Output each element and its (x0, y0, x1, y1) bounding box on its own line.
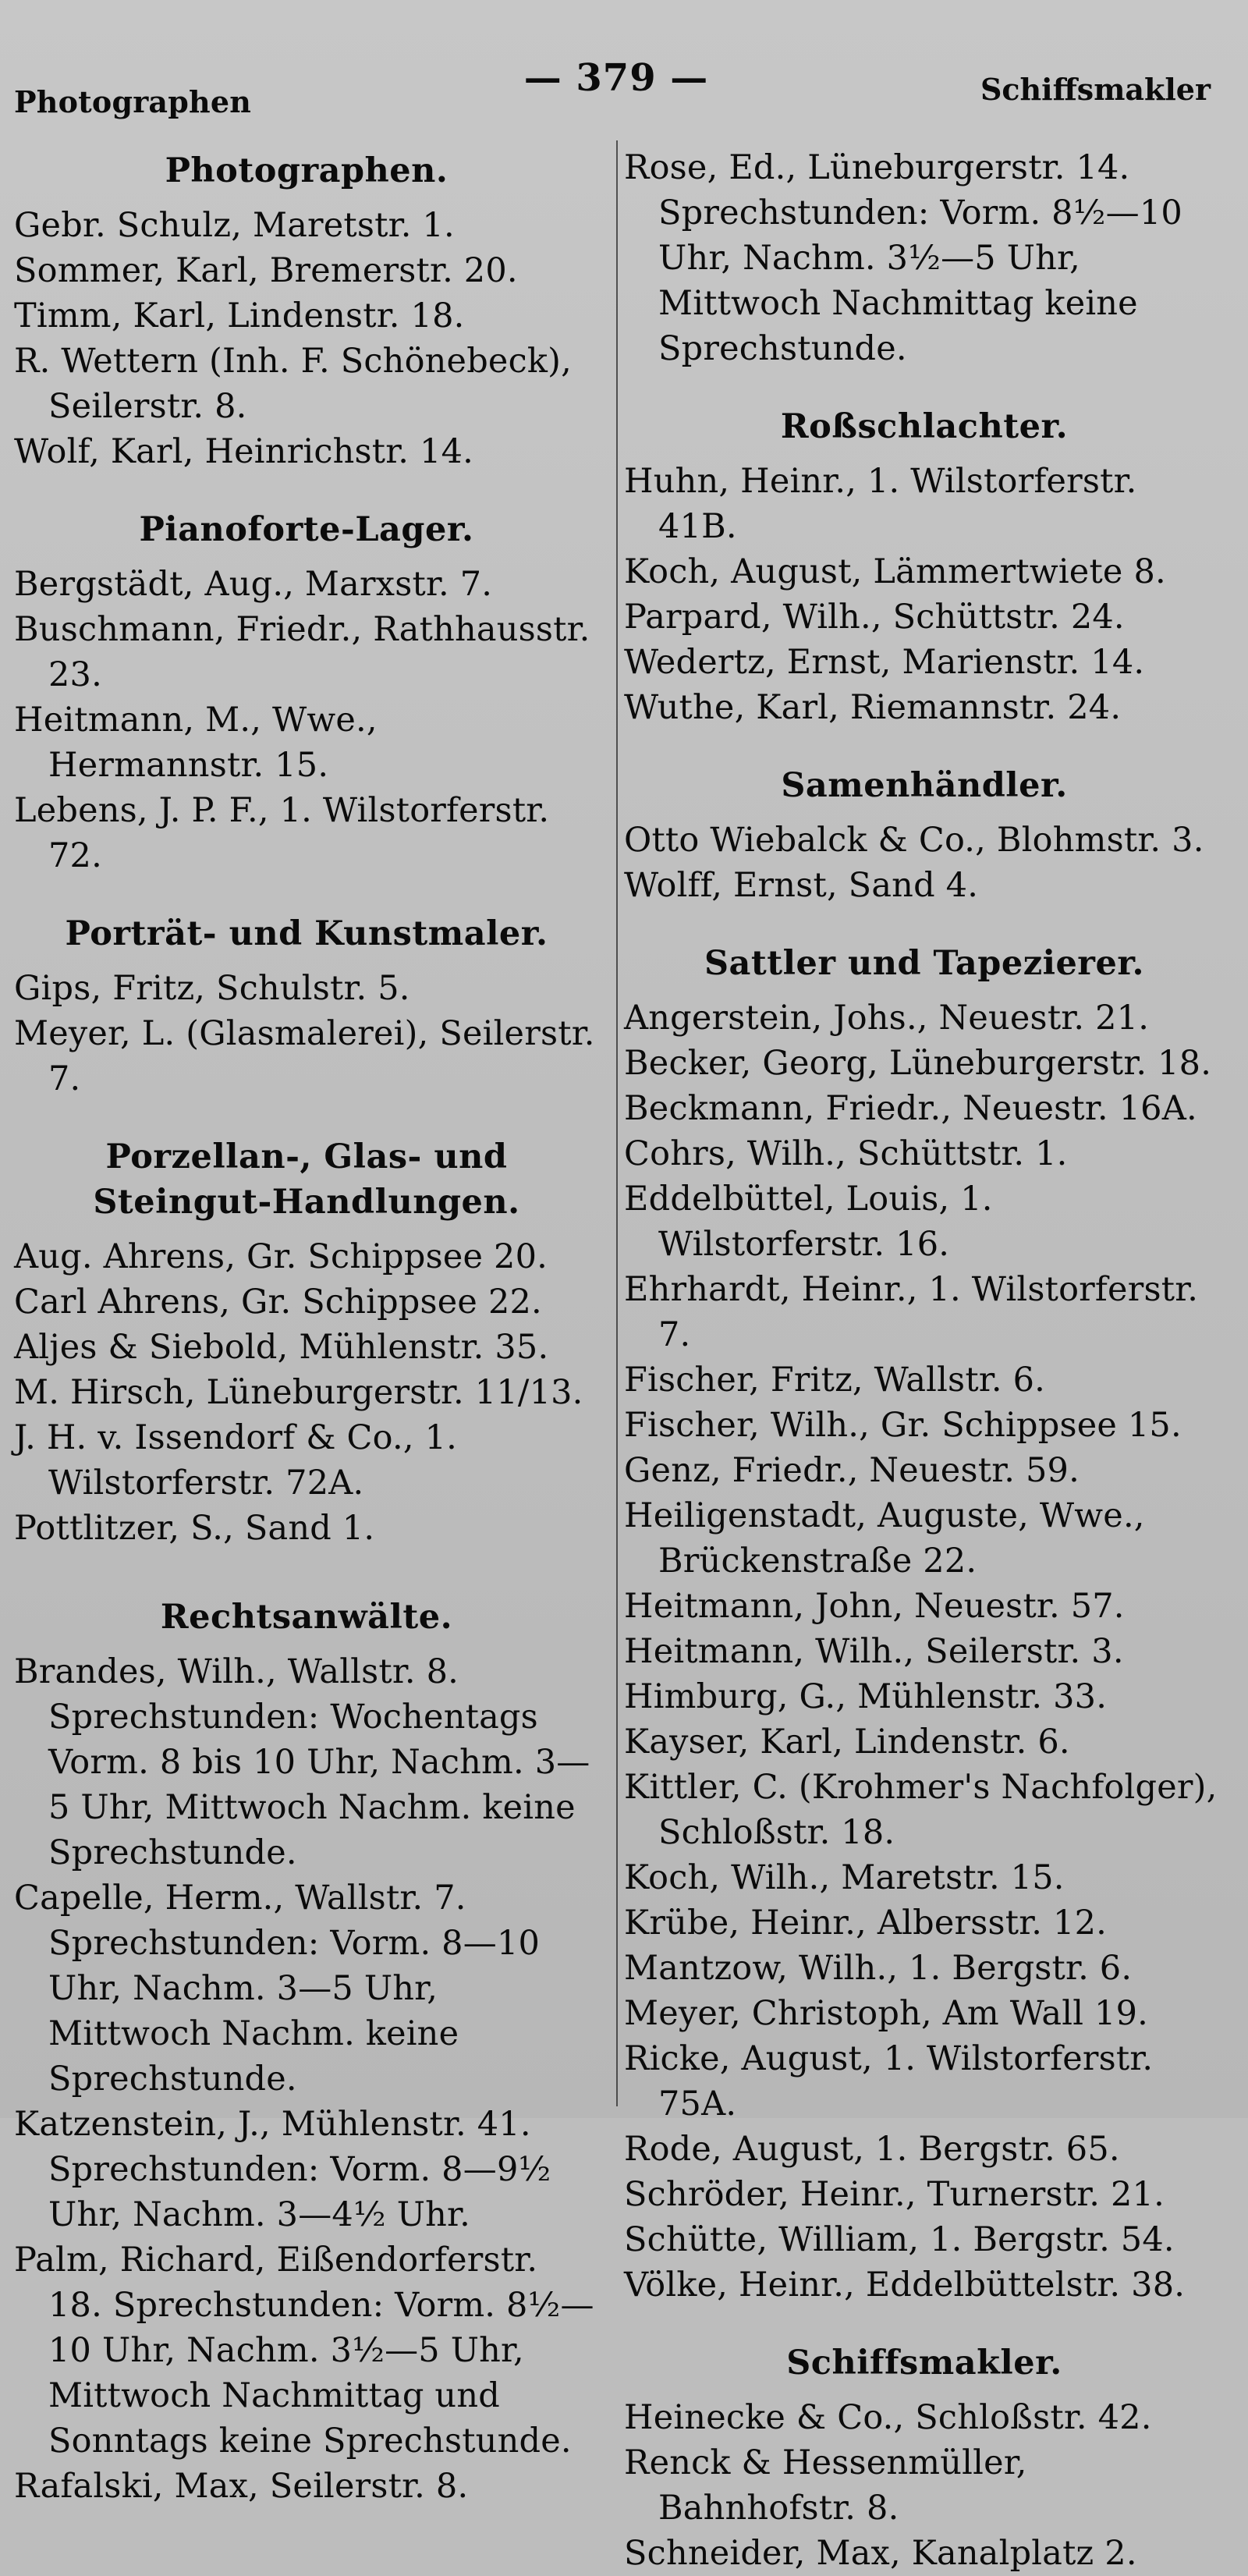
left-column (14, 140, 599, 2509)
listing-entry: Koch, August, Lämmertwiete 8. (624, 552, 1166, 591)
listing-entry: Gips, Fritz, Schulstr. 5. (14, 969, 410, 1008)
listing-entry: Pottlitzer, S., Sand 1. (14, 1509, 375, 1548)
listing-entry: Brandes, Wilh., Wallstr. 8. Sprechstunden: Wochentags Vorm. 8 bis 10 Uhr, Nachm. 3—5 Uhr, Mittwoch Nachm. keine Sprechstunde. (14, 1652, 590, 1872)
listing-entry: R. Wettern (Inh. F. Schönebeck), Seilerstr. 8. (14, 342, 572, 426)
listing-entry: Kayser, Karl, Lindenstr. 6. (624, 1723, 1070, 1762)
listing-entry: Schröder, Heinr., Turnerstr. 21. (624, 2175, 1165, 2214)
section-heading: Roßschlachter. (780, 407, 1069, 446)
listing-entry: Otto Wiebalck & Co., Blohmstr. 3. (624, 821, 1204, 860)
section-heading: Sattler und Tapezierer. (704, 944, 1144, 983)
listing-entry: Lebens, J. P. F., 1. Wilstorferstr. 72. (14, 791, 550, 875)
section-heading: Photographen. (165, 151, 448, 190)
listing-entry: Renck & Hessenmüller, Bahnhofstr. 8. (624, 2443, 1027, 2528)
listing-entry: Aug. Ahrens, Gr. Schippsee 20. (14, 1237, 548, 1276)
listing-entry: Aljes & Siebold, Mühlenstr. 35. (14, 1328, 549, 1367)
listing-entry: Becker, Georg, Lüneburgerstr. 18. (624, 1044, 1212, 1083)
section-heading: Porträt- und Kunstmaler. (65, 914, 548, 953)
listing-entry: Wolf, Karl, Heinrichstr. 14. (14, 432, 474, 471)
right-column (624, 140, 1225, 2576)
listing-entry: Timm, Karl, Lindenstr. 18. (14, 296, 465, 335)
listing-entry: Heiligenstadt, Auguste, Wwe., Brückenstraße 22. (624, 1496, 1145, 1581)
listing-entry: J. H. v. Issendorf & Co., 1. Wilstorferstr. 72A. (14, 1418, 458, 1503)
listing-entry: Heinecke & Co., Schloßstr. 42. (624, 2398, 1152, 2437)
listing-entry: Katzenstein, J., Mühlenstr. 41. Sprechstunden: Vorm. 8—9½ Uhr, Nachm. 3—4½ Uhr. (14, 2105, 551, 2234)
section-heading: Porzellan-, Glas- und Steingut-Handlungen. (93, 1137, 520, 1222)
listing-entry: Fischer, Wilh., Gr. Schippsee 15. (624, 1406, 1182, 1445)
listing-entry: Eddelbüttel, Louis, 1. Wilstorferstr. 16. (624, 1180, 993, 1264)
listing-entry: Parpard, Wilh., Schüttstr. 24. (624, 598, 1125, 637)
listing-entry: Krübe, Heinr., Albersstr. 12. (624, 1904, 1108, 1943)
listing-entry: Kittler, C. (Krohmer's Nachfolger), Schloßstr. 18. (624, 1768, 1218, 1852)
listing-entry: Rafalski, Max, Seilerstr. 8. (14, 2467, 469, 2506)
listing-entry: Sommer, Karl, Bremerstr. 20. (14, 251, 518, 290)
listing-entry: Buschmann, Friedr., Rathhausstr. 23. (14, 610, 590, 694)
listing-entry: Meyer, L. (Glasmalerei), Seilerstr. 7. (14, 1014, 595, 1098)
running-head-right: Schiffsmakler (980, 72, 1211, 107)
listing-entry: Koch, Wilh., Maretstr. 15. (624, 1858, 1065, 1897)
listing-entry: Cohrs, Wilh., Schüttstr. 1. (624, 1134, 1068, 1173)
listing-entry: Huhn, Heinr., 1. Wilstorferstr. 41B. (624, 462, 1137, 546)
listing-entry: Genz, Friedr., Neuestr. 59. (624, 1451, 1080, 1490)
listing-entry: Völke, Heinr., Eddelbüttelstr. 38. (624, 2266, 1186, 2305)
listing-entry: Heitmann, John, Neuestr. 57. (624, 1587, 1125, 1626)
listing-entry: Schneider, Max, Kanalplatz 2. (624, 2534, 1137, 2573)
listing-entry: Carl Ahrens, Gr. Schippsee 22. (14, 1283, 542, 1322)
listing-entry: Beckmann, Friedr., Neuestr. 16A. (624, 1089, 1197, 1128)
running-head-left: Photographen (14, 84, 252, 119)
section-heading: Rechtsanwälte. (160, 1598, 453, 1637)
section-heading: Pianoforte-Lager. (139, 510, 474, 549)
listing-entry: Gebr. Schulz, Maretstr. 1. (14, 206, 455, 245)
listing-entry: Heitmann, Wilh., Seilerstr. 3. (624, 1632, 1124, 1671)
listing-entry: Palm, Richard, Eißendorferstr. 18. Sprechstunden: Vorm. 8½—10 Uhr, Nachm. 3½—5 Uhr, Mittwoch Nachmittag und Sonntags keine Sprechstunde. (14, 2241, 594, 2461)
listing-entry: Fischer, Fritz, Wallstr. 6. (624, 1361, 1046, 1400)
listing-entry: Wuthe, Karl, Riemannstr. 24. (624, 688, 1122, 727)
section-heading: Samenhändler. (781, 766, 1068, 805)
section-heading: Schiffsmakler. (786, 2344, 1062, 2383)
column-divider (616, 140, 618, 2106)
listing-entry: Schütte, William, 1. Bergstr. 54. (624, 2220, 1175, 2259)
listing-entry: Wedertz, Ernst, Marienstr. 14. (624, 643, 1145, 682)
listing-entry: Rose, Ed., Lüneburgerstr. 14. Sprechstunden: Vorm. 8½—10 Uhr, Nachm. 3½—5 Uhr, Mittwoch Nachmittag keine Sprechstunde. (624, 148, 1182, 368)
listing-entry: Heitmann, M., Wwe., Hermannstr. 15. (14, 701, 378, 785)
listing-entry: M. Hirsch, Lüneburgerstr. 11/13. (14, 1373, 583, 1412)
listing-entry: Ricke, August, 1. Wilstorferstr. 75A. (624, 2039, 1154, 2124)
listing-entry: Himburg, G., Mühlenstr. 33. (624, 1677, 1108, 1716)
listing-entry: Rode, August, 1. Bergstr. 65. (624, 2130, 1120, 2169)
listing-entry: Bergstädt, Aug., Marxstr. 7. (14, 565, 493, 604)
listing-entry: Mantzow, Wilh., 1. Bergstr. 6. (624, 1949, 1133, 1988)
page-number: — 379 — (523, 56, 709, 100)
listing-entry: Wolff, Ernst, Sand 4. (624, 866, 979, 905)
listing-entry: Ehrhardt, Heinr., 1. Wilstorferstr. 7. (624, 1270, 1199, 1354)
listing-entry: Capelle, Herm., Wallstr. 7. Sprechstunden: Vorm. 8—10 Uhr, Nachm. 3—5 Uhr, Mittwoch Nachm. keine Sprechstunde. (14, 1879, 541, 2099)
listing-entry: Angerstein, Johs., Neuestr. 21. (624, 999, 1150, 1038)
listing-entry: Meyer, Christoph, Am Wall 19. (624, 1994, 1149, 2033)
